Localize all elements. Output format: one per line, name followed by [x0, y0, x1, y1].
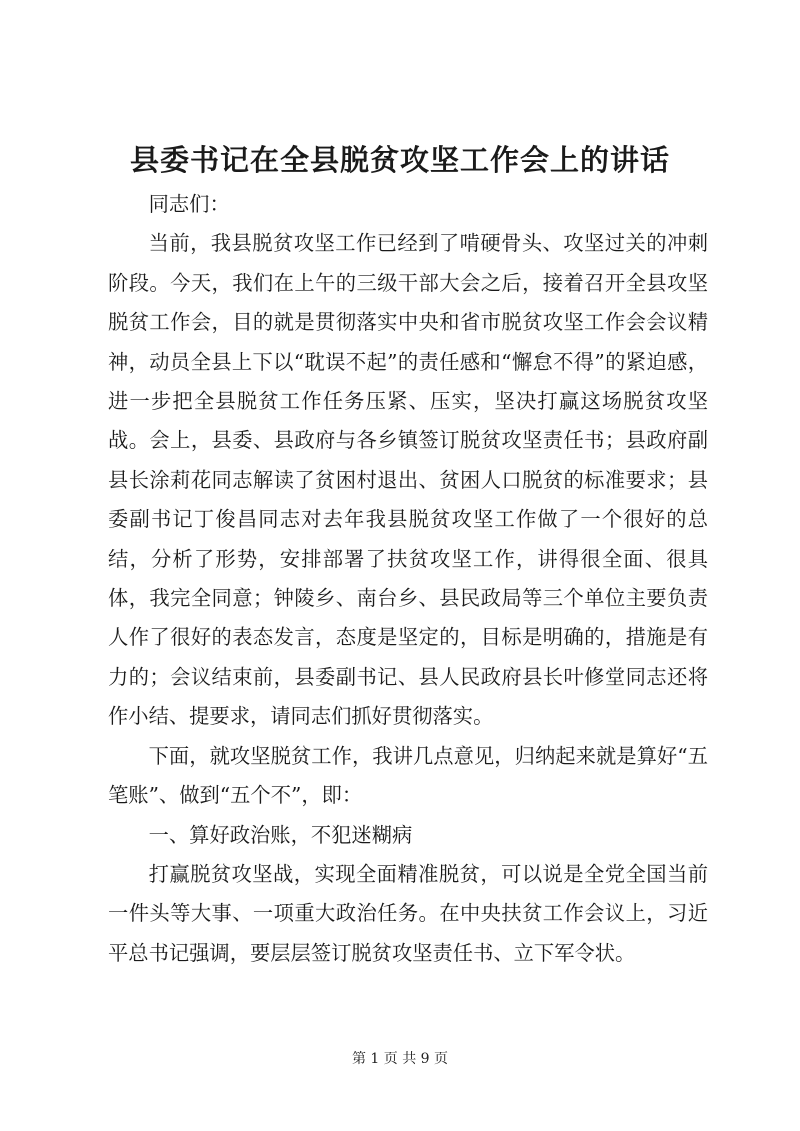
body-paragraph: 当前，我县脱贫攻坚工作已经到了啃硬骨头、攻坚过关的冲刺阶段。今天，我们在上午的三级干部大会之后，接着召开全县攻坚脱贫工作会，目的就是贯彻落实中央和省市脱贫攻坚工作会会议精神，动员全县上下以“耽误不起”的责任感和“懈怠不得”的紧迫感，进一步把全县脱贫工作任务压紧、压实，坚决打赢这场脱贫攻坚战。会上，县委、县政府与各乡镇签订脱贫攻坚责任书；县政府副县长涂莉花同志解读了贫困村退出、贫困人口脱贫的标准要求；县委副书记丁俊昌同志对去年我县脱贫攻坚工作做了一个很好的总结，分析了形势，安排部署了扶贫攻坚工作，讲得很全面、很具体，我完全同意；钟陵乡、南台乡、县民政局等三个单位主要负责人作了很好的表态发言，态度是坚定的，目标是明确的，措施是有力的；会议结束前，县委副书记、县人民政府县长叶修堂同志还将作小结、提要求，请同志们抓好贯彻落实。 [108, 231, 708, 729]
section-heading: 一、算好政治账，不犯迷糊病 [148, 822, 413, 847]
body-paragraph: 打赢脱贫攻坚战，实现全面精准脱贫，可以说是全党全国当前一件头等大事、一项重大政治任务。在中央扶贫工作会议上，习近平总书记强调，要层层签订脱贫攻坚责任书、立下军令状。 [108, 861, 708, 965]
page-number-footer: 第 1 页 共 9 页 [351, 1051, 449, 1067]
body-paragraph: 下面，就攻坚脱贫工作，我讲几点意见，归纳起来就是算好“五笔账”、做到“五个不”，即： [108, 743, 708, 808]
salutation-paragraph: 同志们： [148, 192, 230, 216]
document-title: 县委书记在全县脱贫攻坚工作会上的讲话 [129, 143, 670, 177]
document-body [108, 185, 708, 973]
